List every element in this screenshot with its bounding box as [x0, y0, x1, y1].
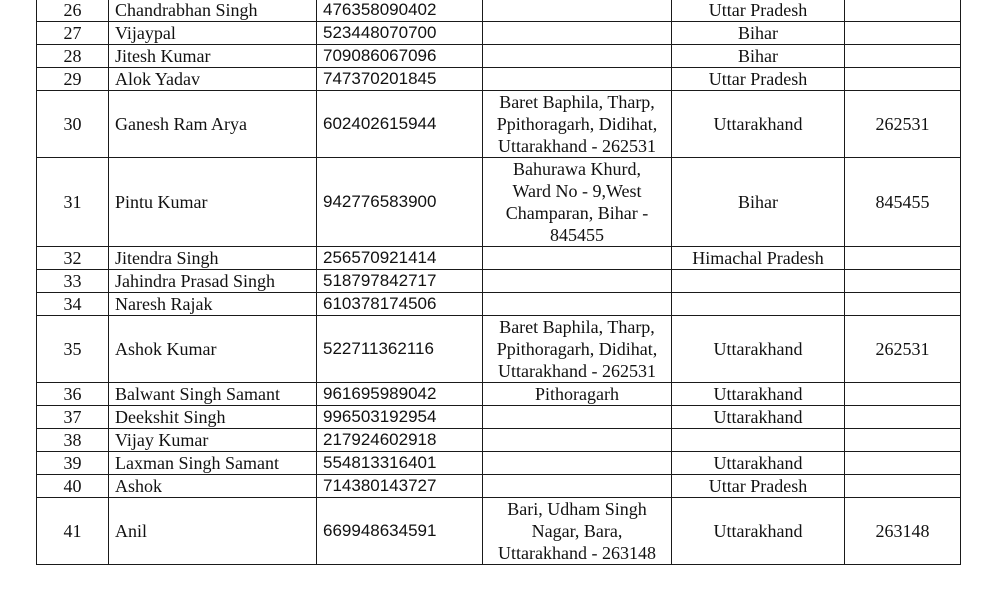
address-cell — [483, 270, 672, 293]
address-cell: Bahurawa Khurd, Ward No - 9,West Champaran, Bihar - 845455 — [483, 158, 672, 247]
name-cell: Laxman Singh Samant — [109, 452, 317, 475]
table-row — [37, 429, 961, 452]
id-number-cell: 996503192954 — [317, 406, 483, 429]
state-cell — [672, 293, 845, 316]
id-number-cell: 961695989042 — [317, 383, 483, 406]
id-number-cell: 554813316401 — [317, 452, 483, 475]
serial-number-cell: 34 — [37, 293, 109, 316]
id-number-cell: 747370201845 — [317, 68, 483, 91]
name-cell: Anil — [109, 498, 317, 565]
pincode-cell — [845, 22, 961, 45]
serial-number-cell: 40 — [37, 475, 109, 498]
name-cell: Ashok — [109, 475, 317, 498]
address-cell: Bari, Udham Singh Nagar, Bara, Uttarakhand - 263148 — [483, 498, 672, 565]
address-cell — [483, 475, 672, 498]
table-row — [37, 316, 961, 383]
state-cell: Uttarakhand — [672, 452, 845, 475]
table-row — [37, 247, 961, 270]
state-cell: Uttarakhand — [672, 91, 845, 158]
id-number-cell: 476358090402 — [317, 0, 483, 22]
pincode-cell — [845, 45, 961, 68]
id-number-cell: 709086067096 — [317, 45, 483, 68]
name-cell: Chandrabhan Singh — [109, 0, 317, 22]
table-row — [37, 406, 961, 429]
state-cell — [672, 429, 845, 452]
name-cell: Balwant Singh Samant — [109, 383, 317, 406]
table-row — [37, 293, 961, 316]
address-cell — [483, 406, 672, 429]
serial-number-cell: 35 — [37, 316, 109, 383]
id-number-cell: 518797842717 — [317, 270, 483, 293]
name-cell: Jitesh Kumar — [109, 45, 317, 68]
address-cell — [483, 22, 672, 45]
table-row — [37, 498, 961, 565]
state-cell: Uttar Pradesh — [672, 475, 845, 498]
pincode-cell: 845455 — [845, 158, 961, 247]
pincode-cell — [845, 452, 961, 475]
serial-number-cell: 41 — [37, 498, 109, 565]
table-row — [37, 452, 961, 475]
serial-number-cell: 39 — [37, 452, 109, 475]
pincode-cell — [845, 247, 961, 270]
id-number-cell: 522711362116 — [317, 316, 483, 383]
id-number-cell: 217924602918 — [317, 429, 483, 452]
pincode-cell — [845, 383, 961, 406]
state-cell: Uttarakhand — [672, 383, 845, 406]
name-cell: Ashok Kumar — [109, 316, 317, 383]
table-row — [37, 68, 961, 91]
name-cell: Vijay Kumar — [109, 429, 317, 452]
state-cell: Uttarakhand — [672, 406, 845, 429]
state-cell: Bihar — [672, 22, 845, 45]
pincode-cell — [845, 429, 961, 452]
address-cell: Baret Baphila, Tharp, Ppithoragarh, Didihat, Uttarakhand - 262531 — [483, 91, 672, 158]
pincode-cell: 262531 — [845, 91, 961, 158]
address-cell — [483, 45, 672, 68]
table-row — [37, 158, 961, 247]
state-cell: Bihar — [672, 158, 845, 247]
pincode-cell — [845, 0, 961, 22]
name-cell: Jitendra Singh — [109, 247, 317, 270]
state-cell: Bihar — [672, 45, 845, 68]
id-number-cell: 714380143727 — [317, 475, 483, 498]
name-cell: Ganesh Ram Arya — [109, 91, 317, 158]
serial-number-cell: 30 — [37, 91, 109, 158]
address-cell — [483, 0, 672, 22]
serial-number-cell: 38 — [37, 429, 109, 452]
records-table-body — [37, 0, 961, 565]
id-number-cell: 523448070700 — [317, 22, 483, 45]
address-cell — [483, 68, 672, 91]
serial-number-cell: 26 — [37, 0, 109, 22]
address-cell — [483, 452, 672, 475]
pincode-cell — [845, 293, 961, 316]
pincode-cell — [845, 68, 961, 91]
state-cell: Uttarakhand — [672, 498, 845, 565]
name-cell: Jahindra Prasad Singh — [109, 270, 317, 293]
table-row — [37, 91, 961, 158]
id-number-cell: 942776583900 — [317, 158, 483, 247]
table-row — [37, 270, 961, 293]
table-row — [37, 475, 961, 498]
name-cell: Naresh Rajak — [109, 293, 317, 316]
address-cell: Pithoragarh — [483, 383, 672, 406]
name-cell: Deekshit Singh — [109, 406, 317, 429]
address-cell — [483, 429, 672, 452]
serial-number-cell: 27 — [37, 22, 109, 45]
serial-number-cell: 31 — [37, 158, 109, 247]
serial-number-cell: 32 — [37, 247, 109, 270]
state-cell: Uttar Pradesh — [672, 0, 845, 22]
address-cell — [483, 247, 672, 270]
records-table — [36, 0, 961, 565]
serial-number-cell: 36 — [37, 383, 109, 406]
address-cell: Baret Baphila, Tharp, Ppithoragarh, Didihat, Uttarakhand - 262531 — [483, 316, 672, 383]
pincode-cell: 263148 — [845, 498, 961, 565]
pincode-cell — [845, 475, 961, 498]
table-row — [37, 45, 961, 68]
table-row — [37, 22, 961, 45]
name-cell: Vijaypal — [109, 22, 317, 45]
id-number-cell: 610378174506 — [317, 293, 483, 316]
state-cell: Uttar Pradesh — [672, 68, 845, 91]
serial-number-cell: 33 — [37, 270, 109, 293]
state-cell: Uttarakhand — [672, 316, 845, 383]
serial-number-cell: 37 — [37, 406, 109, 429]
table-row — [37, 383, 961, 406]
serial-number-cell: 28 — [37, 45, 109, 68]
table-row — [37, 0, 961, 22]
name-cell: Alok Yadav — [109, 68, 317, 91]
id-number-cell: 602402615944 — [317, 91, 483, 158]
address-cell — [483, 293, 672, 316]
id-number-cell: 256570921414 — [317, 247, 483, 270]
pincode-cell — [845, 270, 961, 293]
name-cell: Pintu Kumar — [109, 158, 317, 247]
id-number-cell: 669948634591 — [317, 498, 483, 565]
pincode-cell: 262531 — [845, 316, 961, 383]
pincode-cell — [845, 406, 961, 429]
state-cell: Himachal Pradesh — [672, 247, 845, 270]
state-cell — [672, 270, 845, 293]
serial-number-cell: 29 — [37, 68, 109, 91]
